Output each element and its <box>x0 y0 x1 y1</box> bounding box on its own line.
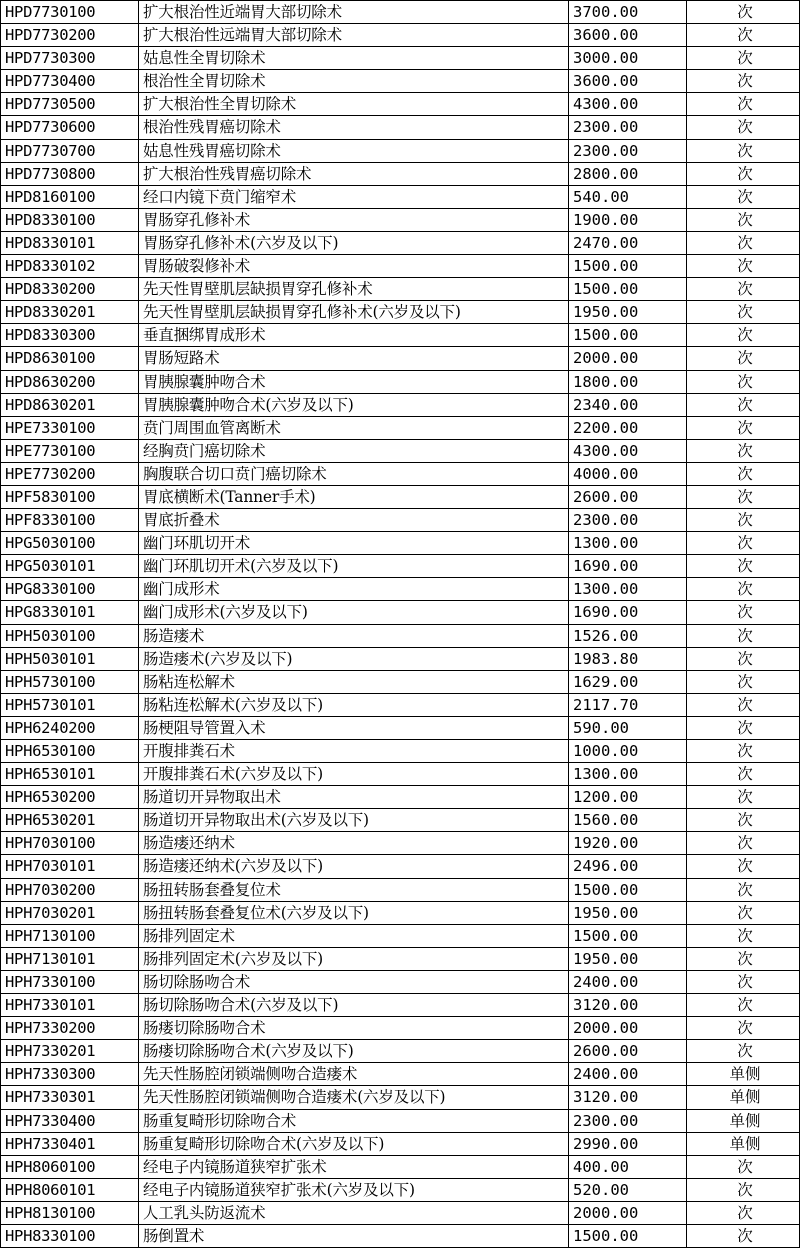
item-name-cell: 肠排列固定术 <box>139 924 569 947</box>
table-row <box>1 601 800 624</box>
item-unit-cell: 次 <box>687 70 800 93</box>
item-price-cell: 520.00 <box>569 1178 687 1201</box>
item-name-cell: 肠造瘘还纳术(六岁及以下) <box>139 855 569 878</box>
item-name-cell: 肠切除肠吻合术 <box>139 970 569 993</box>
item-code-cell: HPD8160100 <box>1 185 139 208</box>
item-name-cell: 肠粘连松解术(六岁及以下) <box>139 693 569 716</box>
item-price-cell: 1800.00 <box>569 370 687 393</box>
item-name-cell: 胃胰腺囊肿吻合术(六岁及以下) <box>139 393 569 416</box>
item-unit-cell: 次 <box>687 324 800 347</box>
table-row <box>1 1086 800 1109</box>
item-unit-cell: 次 <box>687 485 800 508</box>
item-unit-cell: 次 <box>687 924 800 947</box>
item-name-cell: 姑息性残胃癌切除术 <box>139 139 569 162</box>
table-row <box>1 716 800 739</box>
item-price-cell: 4300.00 <box>569 439 687 462</box>
item-name-cell: 肠切除肠吻合术(六岁及以下) <box>139 994 569 1017</box>
item-code-cell: HPH8060100 <box>1 1155 139 1178</box>
item-code-cell: HPH7030201 <box>1 901 139 924</box>
item-price-cell: 1500.00 <box>569 1224 687 1247</box>
table-row <box>1 832 800 855</box>
item-price-cell: 2000.00 <box>569 347 687 370</box>
table-row <box>1 116 800 139</box>
table-row <box>1 786 800 809</box>
item-price-cell: 1983.80 <box>569 647 687 670</box>
table-row <box>1 70 800 93</box>
item-price-cell: 2200.00 <box>569 416 687 439</box>
item-name-cell: 肠道切开异物取出术 <box>139 786 569 809</box>
item-name-cell: 胃底折叠术 <box>139 509 569 532</box>
item-price-cell: 1300.00 <box>569 578 687 601</box>
item-price-cell: 2400.00 <box>569 970 687 993</box>
item-price-cell: 1500.00 <box>569 924 687 947</box>
item-unit-cell: 次 <box>687 878 800 901</box>
item-price-cell: 2117.70 <box>569 693 687 716</box>
item-unit-cell: 次 <box>687 278 800 301</box>
item-code-cell: HPH7330400 <box>1 1109 139 1132</box>
item-code-cell: HPD8630201 <box>1 393 139 416</box>
item-name-cell: 姑息性全胃切除术 <box>139 47 569 70</box>
item-price-cell: 2000.00 <box>569 1201 687 1224</box>
item-name-cell: 肠造瘘还纳术 <box>139 832 569 855</box>
item-unit-cell: 次 <box>687 901 800 924</box>
item-name-cell: 肠重复畸形切除吻合术 <box>139 1109 569 1132</box>
item-name-cell: 先天性肠腔闭锁端侧吻合造瘘术 <box>139 1063 569 1086</box>
item-unit-cell: 次 <box>687 255 800 278</box>
item-unit-cell: 单侧 <box>687 1063 800 1086</box>
item-price-cell: 4300.00 <box>569 93 687 116</box>
table-row <box>1 1201 800 1224</box>
item-name-cell: 扩大根治性近端胃大部切除术 <box>139 1 569 24</box>
item-code-cell: HPE7730100 <box>1 439 139 462</box>
item-unit-cell: 次 <box>687 393 800 416</box>
item-unit-cell: 次 <box>687 947 800 970</box>
item-code-cell: HPH7130100 <box>1 924 139 947</box>
item-name-cell: 肠重复畸形切除吻合术(六岁及以下) <box>139 1132 569 1155</box>
item-price-cell: 2300.00 <box>569 139 687 162</box>
item-price-cell: 1500.00 <box>569 278 687 301</box>
item-price-cell: 2990.00 <box>569 1132 687 1155</box>
item-unit-cell: 次 <box>687 416 800 439</box>
item-price-cell: 1200.00 <box>569 786 687 809</box>
table-row <box>1 763 800 786</box>
item-unit-cell: 次 <box>687 162 800 185</box>
item-code-cell: HPD7730600 <box>1 116 139 139</box>
item-price-cell: 540.00 <box>569 185 687 208</box>
item-name-cell: 胃底横断术(Tanner手术) <box>139 485 569 508</box>
item-code-cell: HPH7030100 <box>1 832 139 855</box>
item-code-cell: HPD8330201 <box>1 301 139 324</box>
item-unit-cell: 次 <box>687 439 800 462</box>
item-price-cell: 2496.00 <box>569 855 687 878</box>
item-name-cell: 胃肠穿孔修补术 <box>139 208 569 231</box>
item-code-cell: HPD8330101 <box>1 231 139 254</box>
item-unit-cell: 次 <box>687 786 800 809</box>
item-code-cell: HPD8330200 <box>1 278 139 301</box>
item-unit-cell: 次 <box>687 763 800 786</box>
item-unit-cell: 次 <box>687 116 800 139</box>
table-row <box>1 740 800 763</box>
item-price-cell: 2300.00 <box>569 1109 687 1132</box>
table-row <box>1 578 800 601</box>
table-row <box>1 370 800 393</box>
item-name-cell: 人工乳头防返流术 <box>139 1201 569 1224</box>
table-row <box>1 1178 800 1201</box>
item-unit-cell: 次 <box>687 578 800 601</box>
item-unit-cell: 次 <box>687 185 800 208</box>
item-unit-cell: 次 <box>687 1178 800 1201</box>
table-row <box>1 947 800 970</box>
item-code-cell: HPH5730101 <box>1 693 139 716</box>
table-row <box>1 555 800 578</box>
item-unit-cell: 次 <box>687 47 800 70</box>
item-code-cell: HPH7330101 <box>1 994 139 1017</box>
item-unit-cell: 次 <box>687 1224 800 1247</box>
table-row <box>1 1109 800 1132</box>
item-name-cell: 根治性残胃癌切除术 <box>139 116 569 139</box>
table-row <box>1 301 800 324</box>
item-unit-cell: 次 <box>687 809 800 832</box>
item-name-cell: 肠梗阻导管置入术 <box>139 716 569 739</box>
item-price-cell: 1950.00 <box>569 901 687 924</box>
item-unit-cell: 次 <box>687 231 800 254</box>
item-price-cell: 1300.00 <box>569 532 687 555</box>
item-code-cell: HPH7330201 <box>1 1040 139 1063</box>
item-price-cell: 4000.00 <box>569 462 687 485</box>
item-unit-cell: 次 <box>687 1201 800 1224</box>
item-unit-cell: 次 <box>687 1 800 24</box>
table-row <box>1 1224 800 1247</box>
item-code-cell: HPH8130100 <box>1 1201 139 1224</box>
item-price-cell: 2800.00 <box>569 162 687 185</box>
item-price-cell: 2470.00 <box>569 231 687 254</box>
item-code-cell: HPD7730200 <box>1 24 139 47</box>
item-code-cell: HPH6530101 <box>1 763 139 786</box>
item-name-cell: 肠造瘘术 <box>139 624 569 647</box>
table-row <box>1 185 800 208</box>
item-name-cell: 肠扭转肠套叠复位术(六岁及以下) <box>139 901 569 924</box>
item-name-cell: 肠道切开异物取出术(六岁及以下) <box>139 809 569 832</box>
table-row <box>1 278 800 301</box>
item-name-cell: 胃肠穿孔修补术(六岁及以下) <box>139 231 569 254</box>
table-row <box>1 693 800 716</box>
item-unit-cell: 次 <box>687 24 800 47</box>
item-name-cell: 经电子内镜肠道狭窄扩张术 <box>139 1155 569 1178</box>
item-code-cell: HPD7730300 <box>1 47 139 70</box>
item-unit-cell: 次 <box>687 1017 800 1040</box>
item-price-cell: 400.00 <box>569 1155 687 1178</box>
item-name-cell: 开腹排粪石术(六岁及以下) <box>139 763 569 786</box>
item-code-cell: HPH7330200 <box>1 1017 139 1040</box>
item-name-cell: 经口内镜下贲门缩窄术 <box>139 185 569 208</box>
item-name-cell: 经胸贲门癌切除术 <box>139 439 569 462</box>
item-code-cell: HPE7330100 <box>1 416 139 439</box>
item-price-cell: 1690.00 <box>569 555 687 578</box>
table-row <box>1 162 800 185</box>
item-unit-cell: 单侧 <box>687 1132 800 1155</box>
item-code-cell: HPF8330100 <box>1 509 139 532</box>
item-code-cell: HPH5730100 <box>1 670 139 693</box>
table-row <box>1 670 800 693</box>
item-name-cell: 肠造瘘术(六岁及以下) <box>139 647 569 670</box>
item-price-cell: 1500.00 <box>569 255 687 278</box>
item-price-cell: 1300.00 <box>569 763 687 786</box>
item-code-cell: HPG8330101 <box>1 601 139 624</box>
item-price-cell: 3700.00 <box>569 1 687 24</box>
item-code-cell: HPH6530200 <box>1 786 139 809</box>
table-row <box>1 1040 800 1063</box>
item-price-cell: 3120.00 <box>569 994 687 1017</box>
item-name-cell: 先天性胃壁肌层缺损胃穿孔修补术 <box>139 278 569 301</box>
item-code-cell: HPD7730500 <box>1 93 139 116</box>
table-row <box>1 878 800 901</box>
item-price-cell: 2000.00 <box>569 1017 687 1040</box>
item-unit-cell: 次 <box>687 994 800 1017</box>
item-unit-cell: 次 <box>687 139 800 162</box>
item-unit-cell: 次 <box>687 532 800 555</box>
table-row <box>1 439 800 462</box>
item-code-cell: HPH7130101 <box>1 947 139 970</box>
table-row <box>1 24 800 47</box>
table-row <box>1 485 800 508</box>
table-row <box>1 1 800 24</box>
item-price-cell: 1500.00 <box>569 878 687 901</box>
item-name-cell: 先天性肠腔闭锁端侧吻合造瘘术(六岁及以下) <box>139 1086 569 1109</box>
table-row <box>1 93 800 116</box>
item-name-cell: 肠粘连松解术 <box>139 670 569 693</box>
table-row <box>1 324 800 347</box>
item-code-cell: HPH8060101 <box>1 1178 139 1201</box>
item-code-cell: HPH7330300 <box>1 1063 139 1086</box>
item-name-cell: 幽门成形术 <box>139 578 569 601</box>
item-name-cell: 根治性全胃切除术 <box>139 70 569 93</box>
item-price-cell: 2300.00 <box>569 116 687 139</box>
item-unit-cell: 次 <box>687 647 800 670</box>
item-code-cell: HPH7330401 <box>1 1132 139 1155</box>
item-name-cell: 幽门成形术(六岁及以下) <box>139 601 569 624</box>
item-code-cell: HPH7030200 <box>1 878 139 901</box>
item-price-cell: 1000.00 <box>569 740 687 763</box>
item-code-cell: HPH5030100 <box>1 624 139 647</box>
item-unit-cell: 次 <box>687 1040 800 1063</box>
table-row <box>1 139 800 162</box>
item-code-cell: HPH6530100 <box>1 740 139 763</box>
item-code-cell: HPH5030101 <box>1 647 139 670</box>
item-code-cell: HPD8330300 <box>1 324 139 347</box>
item-price-cell: 2300.00 <box>569 509 687 532</box>
item-price-cell: 1560.00 <box>569 809 687 832</box>
item-code-cell: HPF5830100 <box>1 485 139 508</box>
item-price-cell: 2600.00 <box>569 1040 687 1063</box>
item-unit-cell: 次 <box>687 555 800 578</box>
item-price-cell: 1500.00 <box>569 324 687 347</box>
item-unit-cell: 次 <box>687 624 800 647</box>
table-row <box>1 255 800 278</box>
item-name-cell: 肠排列固定术(六岁及以下) <box>139 947 569 970</box>
item-price-cell: 3120.00 <box>569 1086 687 1109</box>
item-price-cell: 590.00 <box>569 716 687 739</box>
item-code-cell: HPD7730100 <box>1 1 139 24</box>
item-code-cell: HPH7330100 <box>1 970 139 993</box>
table-row <box>1 1017 800 1040</box>
table-row <box>1 855 800 878</box>
table-row <box>1 994 800 1017</box>
item-name-cell: 开腹排粪石术 <box>139 740 569 763</box>
item-code-cell: HPH7030101 <box>1 855 139 878</box>
item-code-cell: HPD8630200 <box>1 370 139 393</box>
item-name-cell: 肠瘘切除肠吻合术 <box>139 1017 569 1040</box>
item-name-cell: 肠瘘切除肠吻合术(六岁及以下) <box>139 1040 569 1063</box>
table-row <box>1 809 800 832</box>
table-row <box>1 231 800 254</box>
item-code-cell: HPH6530201 <box>1 809 139 832</box>
item-unit-cell: 次 <box>687 670 800 693</box>
item-price-cell: 3600.00 <box>569 70 687 93</box>
item-unit-cell: 次 <box>687 462 800 485</box>
item-price-cell: 1950.00 <box>569 301 687 324</box>
item-price-cell: 1950.00 <box>569 947 687 970</box>
table-row <box>1 1063 800 1086</box>
table-body <box>1 1 800 1248</box>
table-row <box>1 1155 800 1178</box>
item-code-cell: HPD7730400 <box>1 70 139 93</box>
table-row <box>1 924 800 947</box>
item-code-cell: HPG5030101 <box>1 555 139 578</box>
item-price-cell: 2600.00 <box>569 485 687 508</box>
item-name-cell: 胃肠短路术 <box>139 347 569 370</box>
item-unit-cell: 次 <box>687 832 800 855</box>
item-name-cell: 扩大根治性全胃切除术 <box>139 93 569 116</box>
item-code-cell: HPD8330102 <box>1 255 139 278</box>
item-unit-cell: 次 <box>687 93 800 116</box>
item-name-cell: 经电子内镜肠道狭窄扩张术(六岁及以下) <box>139 1178 569 1201</box>
item-name-cell: 胃胰腺囊肿吻合术 <box>139 370 569 393</box>
item-code-cell: HPD7730700 <box>1 139 139 162</box>
table-row <box>1 624 800 647</box>
item-code-cell: HPH7330301 <box>1 1086 139 1109</box>
table-row <box>1 647 800 670</box>
table-row <box>1 416 800 439</box>
table-row <box>1 901 800 924</box>
table-row <box>1 208 800 231</box>
item-unit-cell: 次 <box>687 1155 800 1178</box>
item-unit-cell: 单侧 <box>687 1086 800 1109</box>
item-unit-cell: 次 <box>687 716 800 739</box>
item-name-cell: 肠扭转肠套叠复位术 <box>139 878 569 901</box>
item-name-cell: 胸腹联合切口贲门癌切除术 <box>139 462 569 485</box>
item-name-cell: 幽门环肌切开术 <box>139 532 569 555</box>
table-row <box>1 970 800 993</box>
item-name-cell: 垂直捆绑胃成形术 <box>139 324 569 347</box>
item-name-cell: 贲门周围血管离断术 <box>139 416 569 439</box>
item-code-cell: HPG5030100 <box>1 532 139 555</box>
item-unit-cell: 次 <box>687 855 800 878</box>
item-code-cell: HPH8330100 <box>1 1224 139 1247</box>
item-price-cell: 1629.00 <box>569 670 687 693</box>
item-code-cell: HPG8330100 <box>1 578 139 601</box>
table-row <box>1 1132 800 1155</box>
item-name-cell: 扩大根治性远端胃大部切除术 <box>139 24 569 47</box>
item-code-cell: HPH6240200 <box>1 716 139 739</box>
item-price-cell: 3000.00 <box>569 47 687 70</box>
item-code-cell: HPD8630100 <box>1 347 139 370</box>
item-unit-cell: 次 <box>687 509 800 532</box>
item-code-cell: HPD7730800 <box>1 162 139 185</box>
item-unit-cell: 次 <box>687 301 800 324</box>
item-price-cell: 2340.00 <box>569 393 687 416</box>
item-code-cell: HPD8330100 <box>1 208 139 231</box>
table-row <box>1 347 800 370</box>
item-unit-cell: 次 <box>687 208 800 231</box>
item-price-cell: 1900.00 <box>569 208 687 231</box>
item-name-cell: 肠倒置术 <box>139 1224 569 1247</box>
item-name-cell: 胃肠破裂修补术 <box>139 255 569 278</box>
table-row <box>1 532 800 555</box>
item-unit-cell: 次 <box>687 370 800 393</box>
item-price-cell: 1920.00 <box>569 832 687 855</box>
item-unit-cell: 次 <box>687 601 800 624</box>
item-price-cell: 1690.00 <box>569 601 687 624</box>
item-unit-cell: 次 <box>687 740 800 763</box>
table-row <box>1 509 800 532</box>
item-unit-cell: 次 <box>687 970 800 993</box>
item-price-cell: 1526.00 <box>569 624 687 647</box>
table-row <box>1 47 800 70</box>
item-name-cell: 扩大根治性残胃癌切除术 <box>139 162 569 185</box>
item-unit-cell: 单侧 <box>687 1109 800 1132</box>
item-name-cell: 先天性胃壁肌层缺损胃穿孔修补术(六岁及以下) <box>139 301 569 324</box>
item-code-cell: HPE7730200 <box>1 462 139 485</box>
table-row <box>1 393 800 416</box>
item-unit-cell: 次 <box>687 347 800 370</box>
item-unit-cell: 次 <box>687 693 800 716</box>
item-name-cell: 幽门环肌切开术(六岁及以下) <box>139 555 569 578</box>
item-price-cell: 2400.00 <box>569 1063 687 1086</box>
table-row <box>1 462 800 485</box>
item-price-cell: 3600.00 <box>569 24 687 47</box>
